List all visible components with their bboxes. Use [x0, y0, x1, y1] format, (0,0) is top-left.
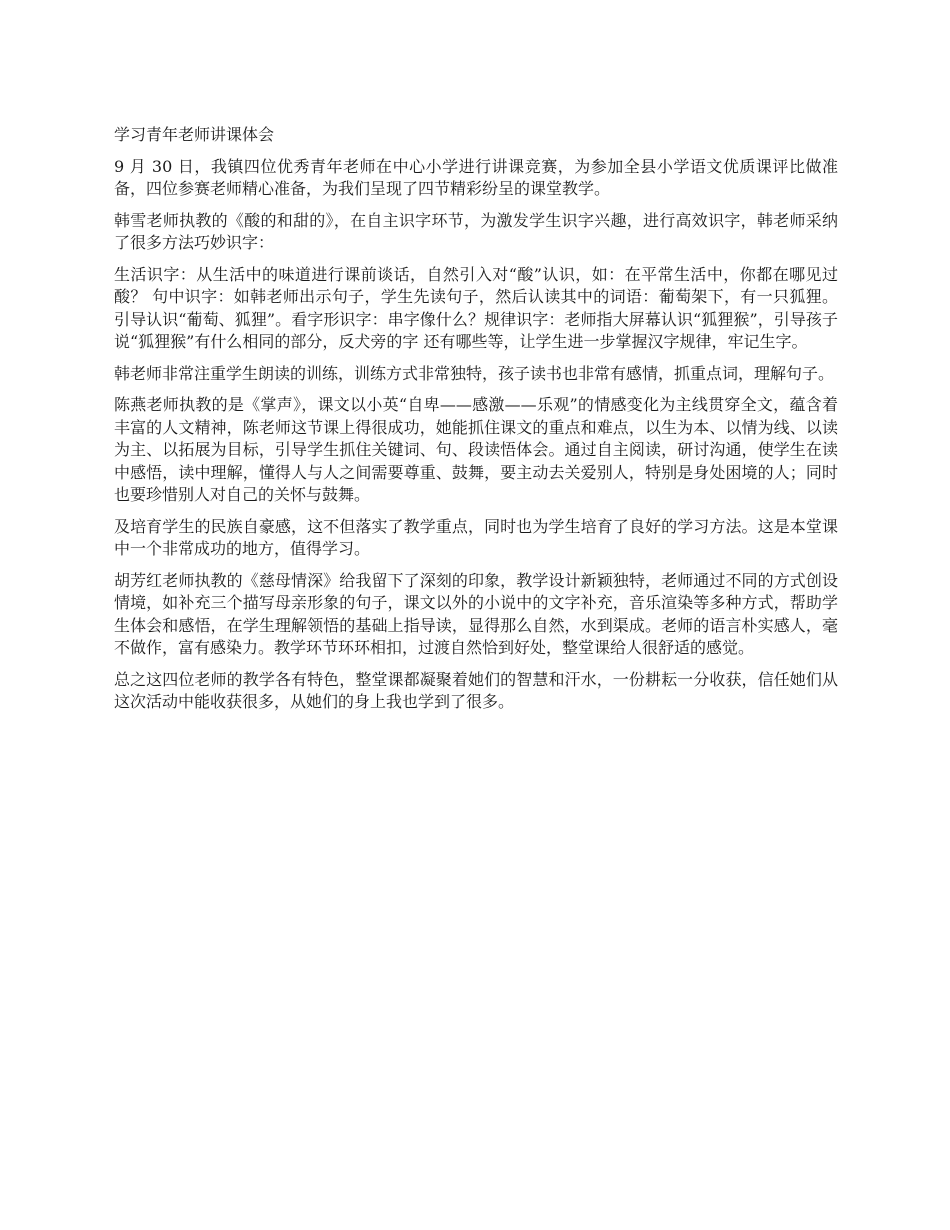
paragraph-han-reading: 韩老师非常注重学生朗读的训练，训练方式非常独特，孩子读书也非常有感情，抓重点词，理解句子。: [114, 363, 835, 383]
paragraph-han-methods: 生活识字：从生活中的味道进行课前谈话，自然引入对“酸”认识，如：在平常生活中，你都在哪见过酸？ 句中识字：如韩老师出示句子，学生先读句子，然后认读其中的词语：葡萄架下，有一只狐狸。引导认识“葡萄、狐狸”。看字形识字：串字像什么？规律识字：老师指大屏幕认识“狐狸猴”，引导孩子说“狐狸猴”有什么相同的部分，反犬旁的字 还有哪些等，让学生进一步掌握汉字规律，牢记生字。: [114, 264, 838, 351]
paragraph-pride: 及培育学生的民族自豪感，这不但落实了教学重点，同时也为学生培育了良好的学习方法。这是本堂课中一个非常成功的地方，值得学习。: [114, 516, 838, 558]
document-page: [114, 124, 838, 723]
paragraph-intro: 9 月 30 日，我镇四位优秀青年老师在中心小学进行讲课竞赛，为参加全县小学语文优质课评比做准备，四位参赛老师精心准备，为我们呈现了四节精彩纷呈的课堂教学。: [114, 156, 838, 198]
paragraph-han-intro: 韩雪老师执教的《酸的和甜的》，在自主识字环节，为激发学生识字兴趣，进行高效识字，韩老师采纳了很多方法巧妙识字：: [114, 210, 838, 252]
paragraph-chen: 陈燕老师执教的是《掌声》，课文以小英“自卑——感激——乐观”的情感变化为主线贯穿全文，蕴含着丰富的人文精神，陈老师这节课上得很成功，她能抓住课文的重点和难点，以生为本、以情为线、以读为主、以拓展为目标，引导学生抓住关键词、句、段读悟体会。通过自主阅读，研讨沟通，使学生在读中感悟，读中理解，懂得人与人之间需要尊重、鼓舞，要主动去关爱别人，特别是身处困境的人；同时也要珍惜别人对自己的关怀与鼓舞。: [114, 395, 838, 504]
paragraph-summary: 总之这四位老师的教学各有特色，整堂课都凝聚着她们的智慧和汗水，一份耕耘一分收获，信任她们从这次活动中能收获很多，从她们的身上我也学到了很多。: [114, 669, 838, 711]
document-title: 学习青年老师讲课体会: [114, 125, 275, 144]
paragraph-hu: 胡芳红老师执教的《慈母情深》给我留下了深刻的印象，教学设计新颖独特，老师通过不同的方式创设情境，如补充三个描写母亲形象的句子，课文以外的小说中的文字补充，音乐渲染等多种方式，帮助学生体会和感悟，在学生理解领悟的基础上指导读，显得那么自然，水到渠成。老师的语言朴实感人，毫不做作，富有感染力。教学环节环环相扣，过渡自然恰到好处，整堂课给人很舒适的感觉。: [114, 570, 838, 657]
